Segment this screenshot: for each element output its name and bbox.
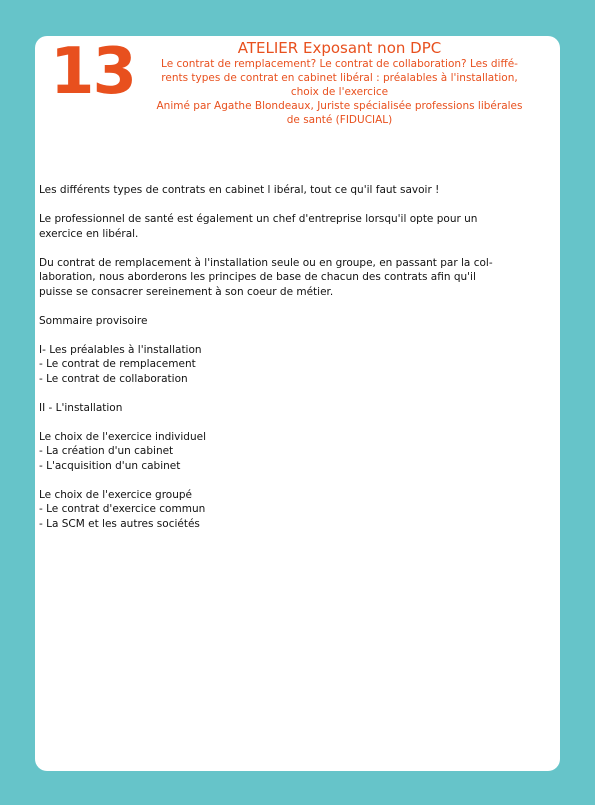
list-item: - Le contrat d'exercice commun	[39, 503, 206, 515]
subtitle-line: rents types de contrat en cabinet libéral : préalables à l'installation,	[161, 72, 518, 84]
subtitle-line: choix de l'exercice	[290, 86, 389, 98]
paragraph-line: Le professionnel de santé est également un chef d'entreprise lorsqu'il opte pour un	[39, 213, 478, 225]
list-item: - La SCM et les autres sociétés	[39, 517, 200, 530]
intro-text: Les différents types de contrats en cabinet l ibéral, tout ce qu'il faut savoir !	[39, 184, 440, 196]
subtitle-line: Le contrat de remplacement? Le contrat de collaboration? Les diffé-	[161, 58, 518, 70]
list-item: Le choix de l'exercice groupé	[39, 488, 192, 501]
list-item: - L'acquisition d'un cabinet	[39, 459, 181, 472]
page-title: ATELIER Exposant non DPC	[237, 39, 442, 57]
content-card	[35, 36, 560, 771]
summary-title: Sommaire provisoire	[39, 314, 148, 327]
paragraph-line: Du contrat de remplacement à l'installation seule ou en groupe, en passant par la col-	[39, 256, 493, 269]
list-item: I- Les préalables à l'installation	[39, 343, 202, 356]
body-text	[39, 183, 555, 531]
paragraph-line: laboration, nous aborderons les principes de base de chacun des contrats afin qu'il	[39, 271, 476, 283]
speaker-line: Animé par Agathe Blondeaux, Juriste spécialisée professions libérales	[156, 100, 523, 112]
paragraph-line: puisse se consacrer sereinement à son coeur de métier.	[39, 285, 334, 298]
paragraph-line: exercice en libéral.	[39, 227, 139, 240]
session-number-badge: 13	[50, 35, 136, 109]
list-item: - La création d'un cabinet	[39, 445, 174, 457]
list-item: Le choix de l'exercice individuel	[39, 430, 207, 443]
list-item: - Le contrat de collaboration	[39, 372, 188, 385]
list-item: - Le contrat de remplacement	[39, 358, 196, 370]
section-title: II - L'installation	[39, 401, 123, 414]
header	[127, 40, 552, 127]
speaker-line: de santé (FIDUCIAL)	[286, 114, 393, 126]
